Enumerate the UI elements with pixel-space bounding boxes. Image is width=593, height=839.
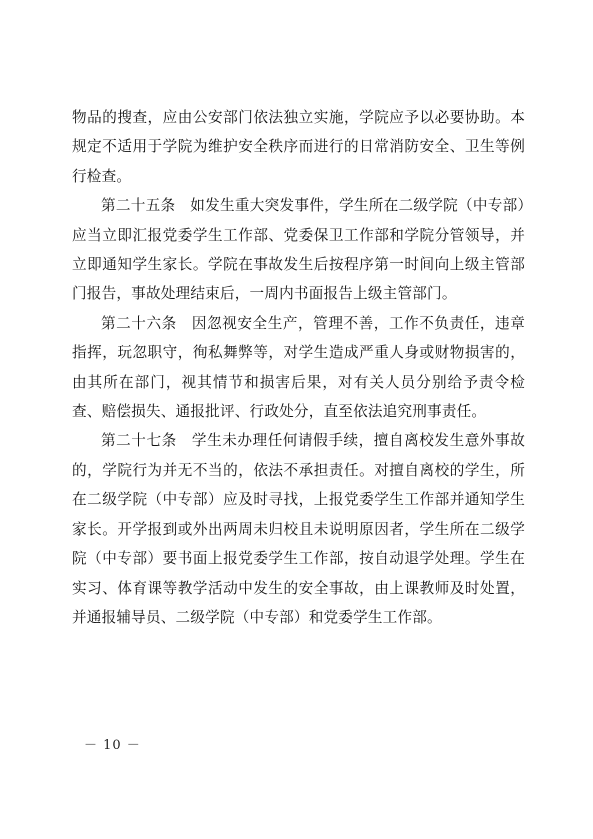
body-text bbox=[72, 103, 525, 632]
paragraph-continuation: 物品的搜查，应由公安部门依法独立实施，学院应予以必要协助。本规定不适用于学院为维护安全秩序而进行的日常消防安全、卫生等例行检查。 bbox=[72, 109, 525, 185]
page-number: － 10 － bbox=[84, 738, 141, 753]
paragraph-article-25: 第二十五条 如发生重大突发事件，学生所在二级学院（中专部）应当立即汇报党委学生工作部、党委保卫工作部和学院分管领导，并立即通知学生家长。学院在事故发生后按程序第一时间向上级主管部门报告，事故处理结束后，一周内书面报告上级主管部门。 bbox=[72, 197, 525, 303]
paragraph-article-27: 第二十七条 学生未办理任何请假手续，擅自离校发生意外事故的，学院行为并无不当的，依法不承担责任。对擅自离校的学生，所在二级学院（中专部）应及时寻找，上报党委学生工作部并通知学生家长。开学报到或外出两周未归校且未说明原因者，学生所在二级学院（中专部）要书面上报党委学生工作部，按自动退学处理。学生在实习、体育课等教学活动中发生的安全事故，由上课教师及时处置，并通报辅导员、二级学院（中专部）和党委学生工作部。 bbox=[72, 432, 525, 626]
paragraph-article-26: 第二十六条 因忽视安全生产，管理不善，工作不负责任，违章指挥，玩忽职守，徇私舞弊等，对学生造成严重人身或财物损害的，由其所在部门，视其情节和损害后果，对有关人员分别给予责令检查、赔偿损失、通报批评、行政处分，直至依法追究刑事责任。 bbox=[72, 314, 525, 421]
